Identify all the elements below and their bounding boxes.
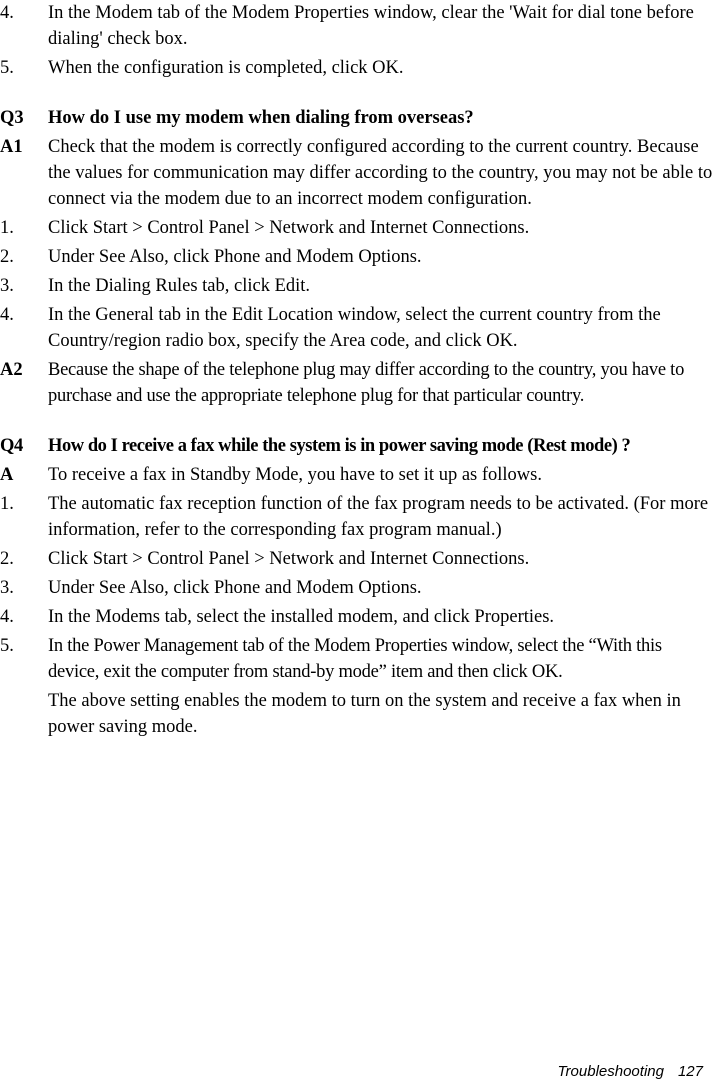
page-footer (558, 1062, 704, 1082)
question-q3 (0, 105, 717, 131)
list-item (0, 633, 717, 685)
list-item (0, 302, 717, 354)
answer-a2 (0, 357, 717, 409)
list-item (0, 491, 717, 543)
question-label: Q3 (0, 108, 24, 128)
answer-text: Check that the modem is correctly configured according to the current country. Because the values for communication may differ according to the country, you may not be able to connect via the modem due to an incorrect modem configuration. (48, 137, 713, 209)
answer-label: A1 (0, 137, 23, 157)
item-number: 4. (0, 607, 14, 627)
answer-a (0, 462, 717, 488)
item-text: Click Start > Control Panel > Network and Internet Connections. (48, 549, 530, 569)
item-number: 3. (0, 578, 14, 598)
note-paragraph (0, 688, 717, 740)
list-item (0, 55, 717, 81)
list-item (0, 546, 717, 572)
list-item (0, 575, 717, 601)
item-number: 4. (0, 305, 14, 325)
list-item (0, 0, 717, 52)
answer-a1 (0, 134, 717, 212)
item-number: 5. (0, 636, 14, 656)
item-text: In the Dialing Rules tab, click Edit. (48, 276, 311, 296)
question-text: How do I receive a fax while the system is in power saving mode (Rest mode) ? (48, 436, 631, 456)
note-text: The above setting enables the modem to turn on the system and receive a fax when in power saving mode. (48, 691, 681, 737)
item-number: 4. (0, 3, 14, 23)
item-text: In the General tab in the Edit Location window, select the current country from the Country/region radio box, specify the Area code, and click OK. (48, 305, 661, 351)
footer-section-title: Troubleshooting (557, 1063, 664, 1080)
item-number: 1. (0, 494, 14, 514)
item-number: 1. (0, 218, 14, 238)
item-text: Click Start > Control Panel > Network and Internet Connections. (48, 218, 530, 238)
item-text: Under See Also, click Phone and Modem Options. (48, 247, 422, 267)
list-item (0, 244, 717, 270)
item-text: In the Power Management tab of the Modem Properties window, select the “With this device, exit the computer from stand-by mode” item and then click OK. (48, 636, 662, 682)
item-text: The automatic fax reception function of the fax program needs to be activated. (For more information, refer to the corresponding fax program manual.) (48, 494, 709, 540)
item-text: In the Modem tab of the Modem Properties window, clear the 'Wait for dial tone before dialing' check box. (48, 3, 694, 49)
answer-text: To receive a fax in Standby Mode, you have to set it up as follows. (48, 465, 542, 485)
question-text: How do I use my modem when dialing from overseas? (48, 108, 474, 128)
list-item (0, 215, 717, 241)
item-text: In the Modems tab, select the installed modem, and click Properties. (48, 607, 555, 627)
answer-label: A (0, 465, 14, 485)
item-number: 2. (0, 247, 14, 267)
item-number: 3. (0, 276, 14, 296)
question-q4 (0, 433, 717, 459)
question-label: Q4 (0, 436, 23, 456)
item-number: 2. (0, 549, 14, 569)
item-text: Under See Also, click Phone and Modem Options. (48, 578, 422, 598)
item-text: When the configuration is completed, click OK. (48, 58, 404, 78)
item-number (0, 688, 48, 740)
answer-text: Because the shape of the telephone plug may differ according to the country, you have to purchase and use the appropriate telephone plug for that particular country. (48, 360, 685, 406)
item-number: 5. (0, 58, 14, 78)
page-number: 127 (677, 1063, 703, 1080)
list-item (0, 273, 717, 299)
answer-label: A2 (0, 360, 23, 380)
list-item (0, 604, 717, 630)
